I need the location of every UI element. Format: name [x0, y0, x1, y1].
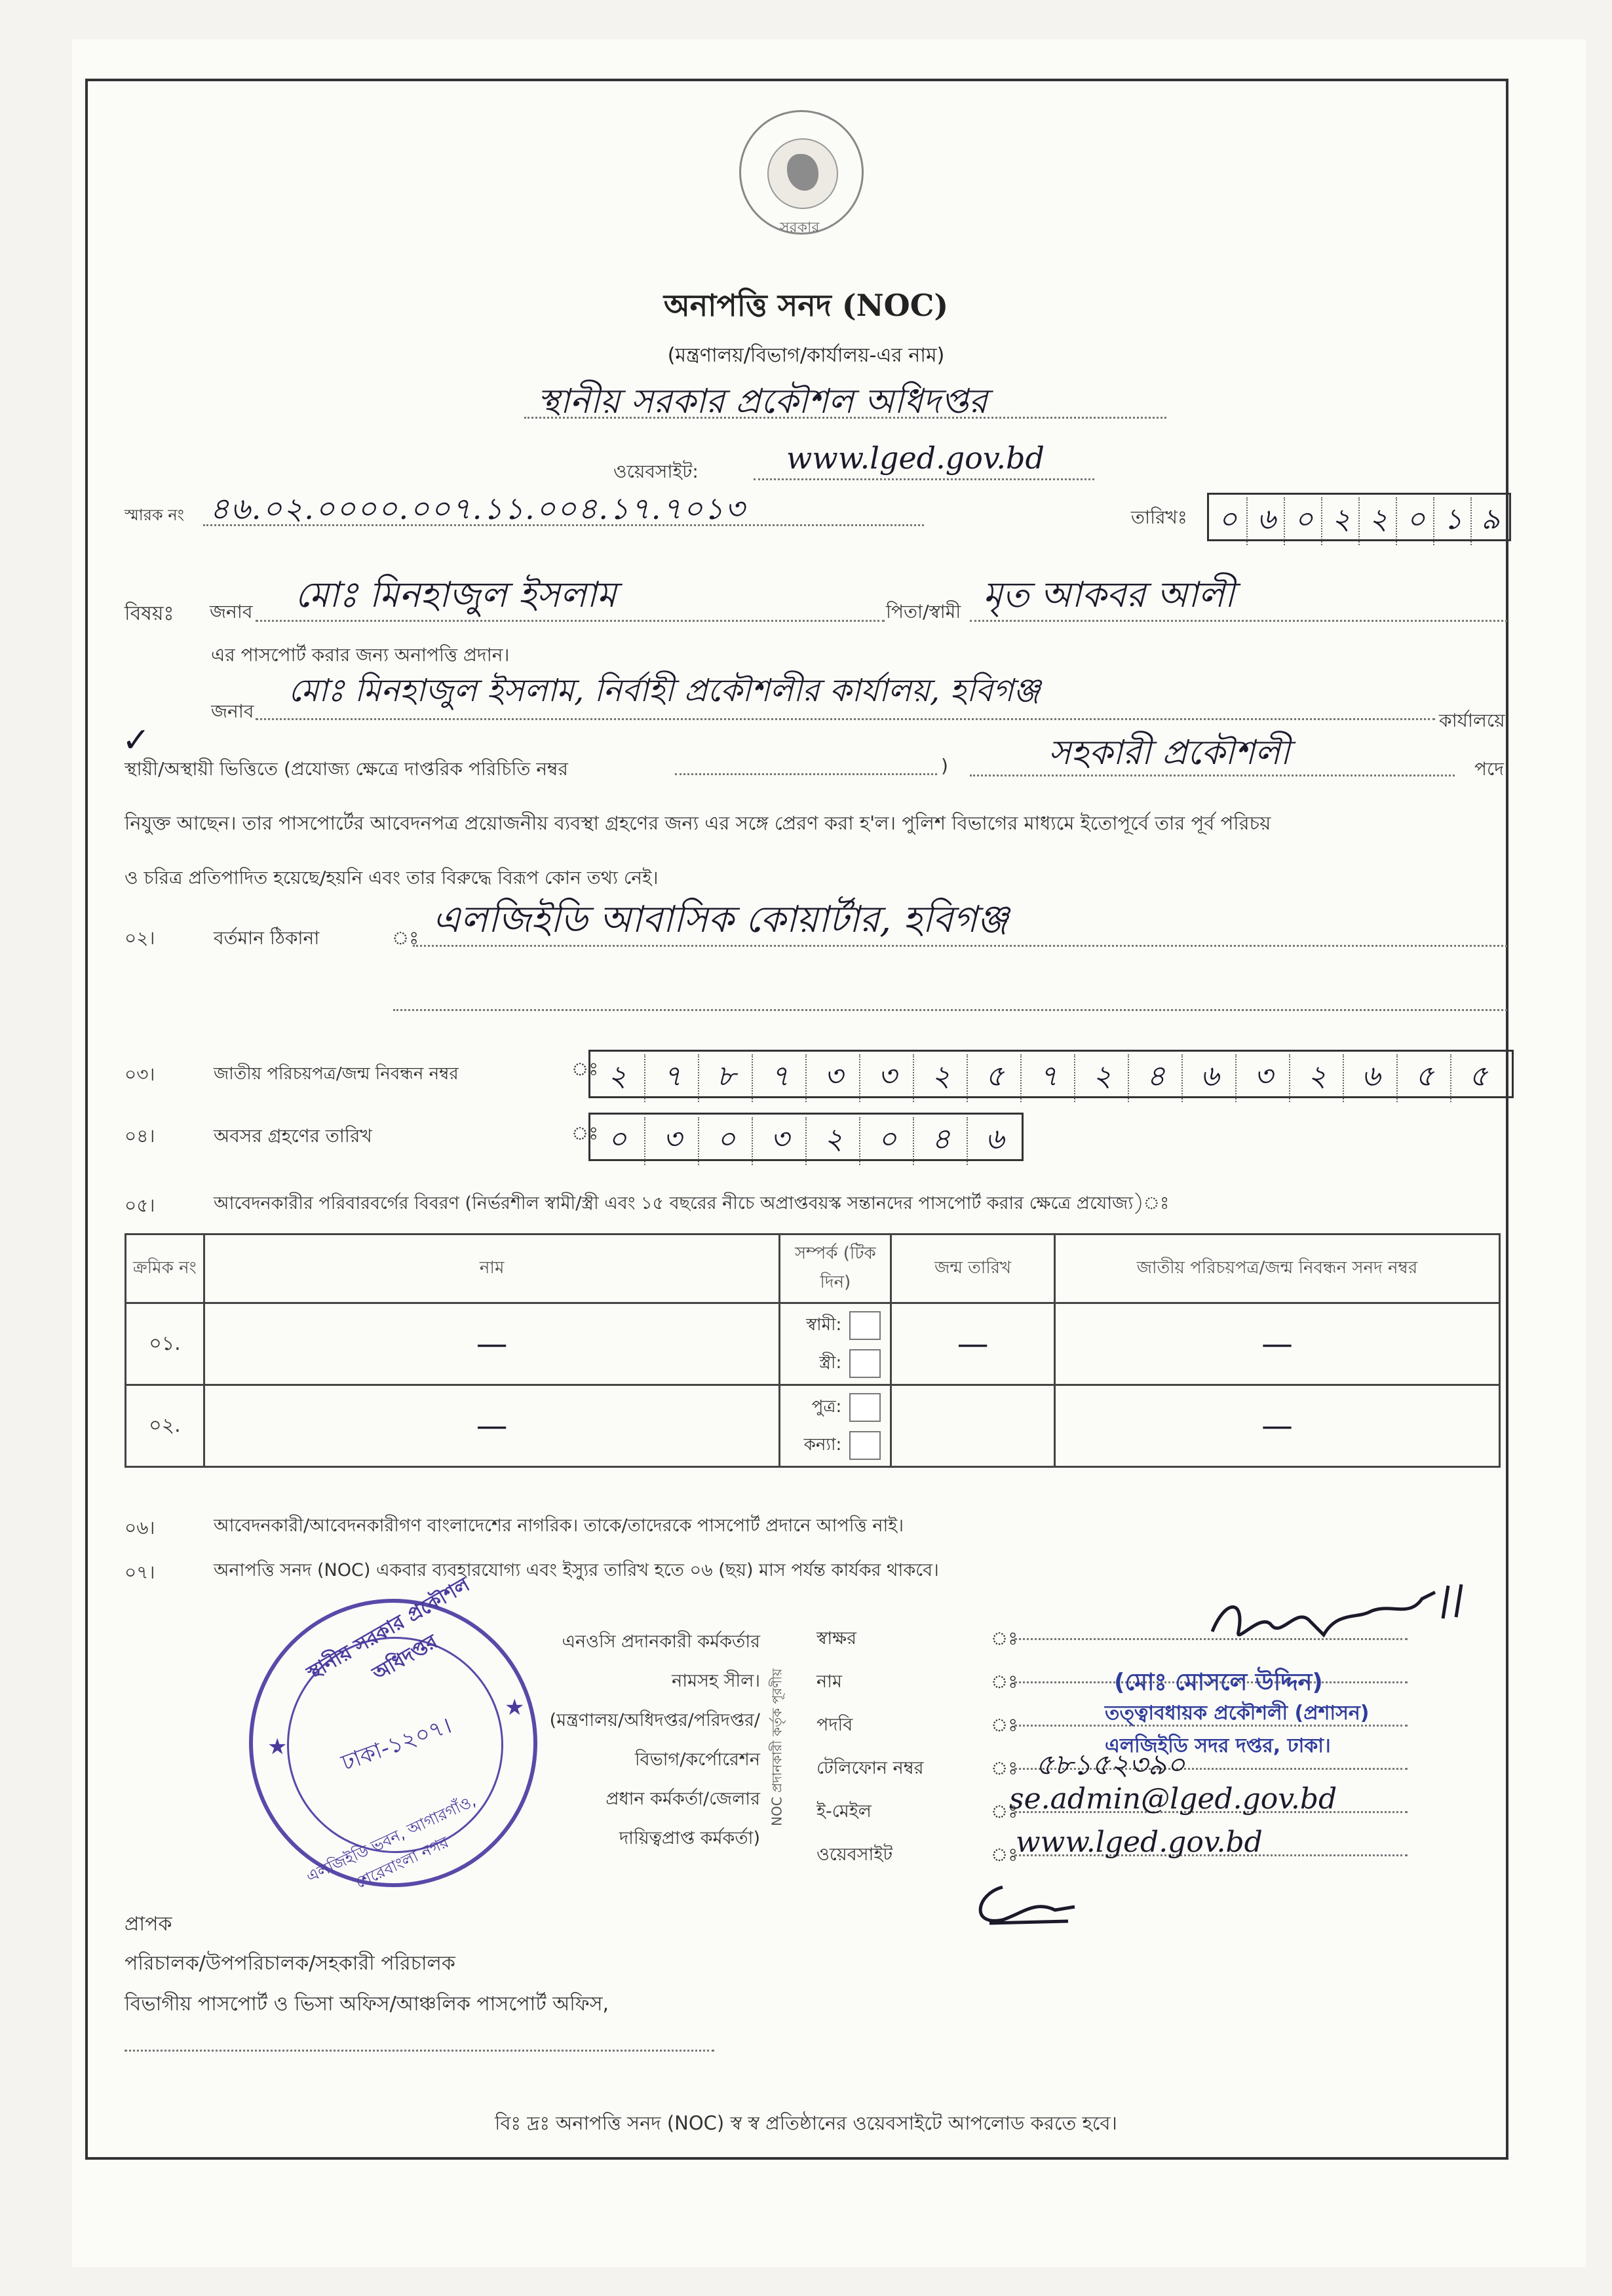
item-04-label: অবসর গ্রহণের তারিখ	[214, 1125, 372, 1147]
initial-scribble	[963, 1874, 1081, 1933]
seal-caption: সরকার	[780, 220, 820, 236]
row-name: —	[204, 1385, 780, 1467]
website-field-value: www.lged.gov.bd	[1016, 1826, 1263, 1859]
paragraph-2: ও চরিত্র প্রতিপাদিত হয়েছে/হয়নি এবং তার বিরুদ্ধে বিরূপ কোন তথ্য নেই।	[125, 867, 659, 889]
star-icon: ★	[505, 1694, 525, 1721]
memo-number: ৪৬.০২.০০০০.০০৭.১১.০০৪.১৭.৭০১৩	[210, 491, 746, 526]
digit-cell: ৩	[752, 1117, 807, 1165]
close-paren: )	[941, 755, 948, 776]
website-label: ওয়েবসাইট:	[613, 461, 699, 482]
colon: ঃ	[571, 1122, 599, 1144]
telephone-label: টেলিফোন নম্বর	[816, 1758, 924, 1778]
office-stamp-text: এলজিইডি সদর দপ্তর, ঢাকা।	[1105, 1734, 1331, 1757]
officer-name: (মোঃ মোসলে উদ্দিন)	[1114, 1669, 1323, 1696]
subject-line2: এর পাসপোর্ট করার জন্য অনাপত্তি প্রদান।	[211, 644, 510, 666]
bangladesh-map-icon	[787, 154, 818, 191]
digit-cell: ৩	[805, 1054, 860, 1102]
digit-cell: ০	[1284, 497, 1322, 545]
digit-cell: ২	[1289, 1054, 1344, 1102]
digit-cell: ৪	[1128, 1054, 1183, 1102]
digit-cell: ৭	[644, 1054, 699, 1102]
permanence-text: স্থায়ী/অস্থায়ী ভিত্তিতে (প্রযোজ্য ক্ষেত্রে দাপ্তরিক পরিচিতি নম্বর	[125, 758, 568, 780]
digit-cell: ৬	[1343, 1054, 1398, 1102]
table-row	[126, 1303, 1500, 1385]
relation-wife-label: স্ত্রী:	[819, 1353, 842, 1373]
subject-label: বিষয়ঃ	[125, 602, 174, 625]
col-nid: জাতীয় পরিচয়পত্র/জন্ম নিবন্ধন সনদ নম্বর	[1054, 1234, 1499, 1303]
col-name: নাম	[204, 1234, 780, 1303]
row-relation	[780, 1303, 891, 1385]
star-icon: ★	[267, 1734, 288, 1760]
family-table	[125, 1233, 1501, 1468]
digit-cell: ৬	[1246, 497, 1285, 545]
colon: ঃ	[571, 1058, 599, 1080]
sig-desc-line: বিভাগ/কর্পোরেশন	[634, 1750, 760, 1770]
sig-desc-line: নামসহ সীল।	[672, 1671, 760, 1691]
sig-desc-line: এনওসি প্রদানকারী কর্মকর্তার	[562, 1632, 760, 1652]
digit-cell: ৫	[967, 1054, 1022, 1102]
page-subtitle: (মন্ত্রণালয়/বিভাগ/কার্যালয়-এর নাম)	[667, 344, 945, 367]
colon: ঃ	[991, 1801, 1018, 1822]
digit-cell: ৩	[859, 1054, 914, 1102]
digit-cell: ০	[1218, 503, 1237, 536]
row-relation	[780, 1385, 891, 1467]
digit-cell: ২	[607, 1060, 627, 1093]
relation-daughter-label: কন্যা:	[803, 1435, 842, 1455]
item-03-number: ০৩।	[125, 1063, 155, 1085]
signatory-description	[511, 1622, 760, 1858]
signatory-colons	[991, 1617, 1018, 1877]
digit-cell: ৫	[1396, 1054, 1451, 1102]
daughter-checkbox[interactable]	[849, 1431, 881, 1460]
present-address: এলজিইডি আবাসিক কোয়ার্টার, হবিগঞ্জ	[432, 898, 1009, 941]
stamp-bottom-text: এলজিইডি ভবন, আগারগাঁও, শেরেবাংলা নগর	[303, 1791, 479, 1892]
table-row	[126, 1385, 1500, 1467]
post-value: সহকারী প্রকৌশলী	[1048, 733, 1290, 773]
item-07-number: ০৭।	[125, 1561, 155, 1583]
digit-cell: ৯	[1470, 497, 1509, 545]
digit-cell: ৬	[967, 1117, 1022, 1165]
colon: ঃ	[991, 1628, 1018, 1649]
col-serial: ক্রমিক নং	[126, 1234, 204, 1303]
retirement-boxes	[588, 1113, 1024, 1161]
row-nid: —	[1054, 1303, 1499, 1385]
recipient-line1: পরিচালক/উপপরিচালক/সহকারী পরিচালক	[125, 1952, 455, 1975]
digit-cell: ০	[698, 1117, 753, 1165]
table-header-row	[126, 1234, 1500, 1303]
item-02-number: ০২।	[125, 927, 155, 949]
relation-husband-label: স্বামী:	[806, 1315, 842, 1335]
father-name: মৃত আকবর আলী	[983, 574, 1235, 615]
sig-desc-line: দায়িত্বপ্রাপ্ত কর্মকর্তা)	[619, 1828, 760, 1848]
digit-cell: ৩	[644, 1117, 699, 1165]
colon: ঃ	[991, 1757, 1018, 1779]
email-value: se.admin@lged.gov.bd	[1009, 1782, 1337, 1816]
item-03-label: জাতীয় পরিচয়পত্র/জন্ম নিবন্ধন নম্বর	[214, 1064, 459, 1084]
stamp-center-text: ঢাকা-১২০৭।	[337, 1712, 455, 1776]
memo-label: স্মারক নং	[125, 506, 184, 524]
applicant-name: মোঃ মিনহাজুল ইসলাম	[295, 574, 617, 615]
paragraph-1: নিযুক্ত আছেন। তার পাসপোর্টের আবেদনপত্র প্রয়োজনীয় ব্যবস্থা গ্রহণের জন্য এর সঙ্গে প্রেরণ করা হ'ল। পুলিশ বিভাগের মাধ্যমে ইতোপূর্বে তার পূর্ব পরিচয়	[125, 812, 1271, 834]
row-nid: —	[1054, 1385, 1499, 1467]
col-dob: জন্ম তারিখ	[891, 1234, 1055, 1303]
stamp-outer-text: স্থানীয় সরকার প্রকৌশল অধিদপ্তর	[303, 1573, 474, 1686]
item-05-text: আবেদনকারীর পরিবারবর্গের বিবরণ (নির্ভরশীল স্বামী/স্ত্রী এবং ১৫ বছরের নীচে অপ্রাপ্তবয়স্ক সন্তানদের পাসপোর্ট করার ক্ষেত্রে প্রযোজ্য)ঃ	[214, 1193, 1170, 1214]
date-boxes	[1207, 493, 1511, 541]
officer-designation: তত্ত্বাবধায়ক প্রকৌশলী (প্রশাসন)	[1105, 1702, 1370, 1725]
colon: ঃ	[991, 1844, 1018, 1866]
row-serial: ০১.	[126, 1303, 204, 1385]
signature-label: স্বাক্ষর	[816, 1628, 856, 1649]
recipient-line2: বিভাগীয় পাসপোর্ট ও ভিসা অফিস/আঞ্চলিক পাসপোর্ট অফিস,	[125, 1993, 609, 2016]
item-04-number: ০৪।	[125, 1125, 155, 1147]
husband-checkbox[interactable]	[849, 1311, 881, 1340]
digit-cell: ২	[1358, 497, 1397, 545]
digit-cell: ৬	[1181, 1054, 1237, 1102]
office-round-stamp	[249, 1573, 537, 1892]
digit-cell: ১	[1433, 497, 1472, 545]
footer-note: বিঃ দ্রঃ অনাপত্তি সনদ (NOC) স্ব স্ব প্রতিষ্ঠানের ওয়েবসাইটে আপলোড করতে হবে।	[495, 2112, 1117, 2134]
digit-cell: ২	[913, 1054, 968, 1102]
website-field-label: ওয়েবসাইট	[816, 1845, 893, 1865]
seal-emblem	[767, 138, 838, 209]
website-value: www.lged.gov.bd	[786, 440, 1045, 476]
digit-cell: ২	[1074, 1054, 1129, 1102]
name-label: নাম	[816, 1672, 842, 1692]
wife-checkbox[interactable]	[849, 1349, 881, 1378]
post-label: পদে	[1474, 758, 1504, 780]
item-06-text: আবেদনকারী/আবেদনকারীগণ বাংলাদেশের নাগরিক। তাকে/তাদেরকে পাসপোর্ট প্রদানে আপত্তি নাই।	[214, 1516, 904, 1536]
digit-cell: ০	[859, 1117, 914, 1165]
son-checkbox[interactable]	[849, 1393, 881, 1422]
row-dob	[891, 1385, 1055, 1467]
ministry-name: স্থানীয় সরকার প্রকৌশল অধিদপ্তর	[537, 382, 988, 421]
colon: ঃ	[392, 927, 419, 949]
digit-cell: ২	[805, 1117, 860, 1165]
row-serial: ০২.	[126, 1385, 204, 1467]
date-label: তারিখঃ	[1131, 507, 1187, 528]
digit-cell: ৭	[1020, 1054, 1075, 1102]
digit-cell: ৭	[752, 1054, 807, 1102]
relation-son-label: পুত্র:	[811, 1397, 842, 1417]
father-label: পিতা/স্বামী	[886, 601, 961, 622]
handwritten-signature	[1199, 1573, 1487, 1658]
sig-desc-line: (মন্ত্রণালয়/অধিদপ্তর/পরিদপ্তর/	[549, 1710, 760, 1731]
nid-boxes	[588, 1050, 1514, 1098]
signatory-field-labels	[816, 1617, 924, 1877]
page-title: অনাপত্তি সনদ (NOC)	[663, 288, 949, 323]
vertical-label-holder	[765, 1618, 792, 1874]
row-dob: —	[891, 1303, 1055, 1385]
colon: ঃ	[991, 1671, 1018, 1693]
noc-vertical-label: NOC প্রদানকারী কর্তৃক পূরণীয়	[769, 1668, 785, 1826]
digit-cell: ০	[607, 1122, 627, 1156]
digit-cell: ০	[1396, 497, 1434, 545]
tick-mark-icon: ✓	[122, 721, 151, 760]
telephone-value: ৫৮১৫২৩৯০	[1035, 1748, 1185, 1782]
row-name: —	[204, 1303, 780, 1385]
item-02-label: বর্তমান ঠিকানা	[214, 927, 320, 949]
item-05-number: ০৫।	[125, 1195, 155, 1216]
item-06-number: ০৬।	[125, 1517, 155, 1539]
recipient-label: প্রাপক	[125, 1913, 172, 1936]
office-label: কার্যালয়ে	[1439, 710, 1505, 731]
item-07-text: অনাপত্তি সনদ (NOC) একবার ব্যবহারযোগ্য এবং ইস্যুর তারিখ হতে ০৬ (ছয়) মাস পর্যন্ত কার্যকর থাকবে।	[214, 1560, 939, 1580]
digit-cell: ৫	[1450, 1054, 1505, 1102]
digit-cell: ২	[1321, 497, 1360, 545]
email-label: ই-মেইল	[816, 1801, 872, 1822]
janab-label: জনাব	[210, 601, 253, 622]
col-relation: সম্পর্ক (টিক দিন)	[780, 1234, 891, 1303]
janab2-label: জনাব	[211, 700, 254, 722]
colon: ঃ	[991, 1714, 1018, 1736]
digit-cell: ৮	[698, 1054, 753, 1102]
digit-cell: ৪	[913, 1117, 968, 1165]
sig-desc-line: প্রধান কর্মকর্তা/জেলার	[605, 1789, 760, 1809]
designation-label: পদবি	[816, 1715, 853, 1735]
digit-cell: ৩	[1235, 1054, 1290, 1102]
applicant-office: মোঃ মিনহাজুল ইসলাম, নির্বাহী প্রকৌশলীর কার্যালয়, হবিগঞ্জ	[288, 672, 1041, 709]
